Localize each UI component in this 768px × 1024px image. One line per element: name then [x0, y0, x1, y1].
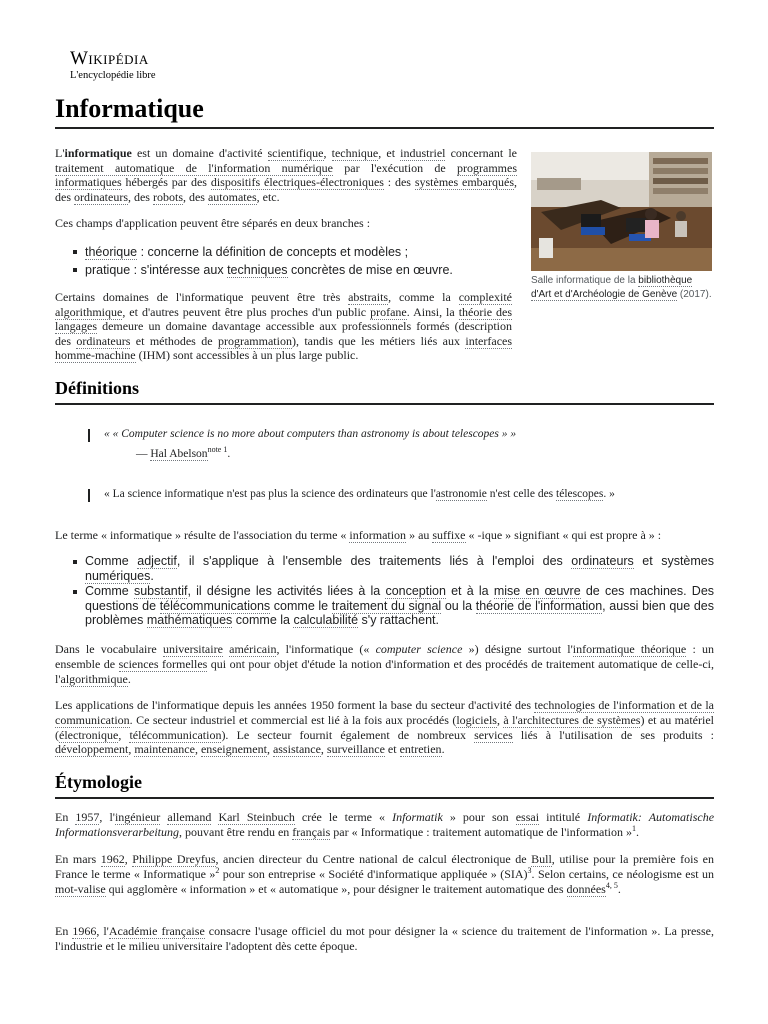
wiki-link[interactable]: services [474, 727, 513, 742]
wiki-link[interactable]: américain [229, 642, 277, 656]
wiki-link[interactable]: entretien [399, 742, 442, 757]
text-run: . Ce secteur industriel et commercial est lié à la fois aux procédés ( [129, 712, 457, 727]
text-run: ), tandis que les métiers liés aux [291, 333, 466, 348]
text-run: Certains domaines de l'informatique peuvent être très [55, 290, 349, 304]
wiki-link[interactable]: robots [152, 189, 183, 204]
italic-text: computer science [375, 642, 463, 656]
wiki-link[interactable]: Karl Steinbuch [218, 810, 295, 824]
text-run: , aussi bien que des problèmes [85, 598, 714, 627]
text-run: Le terme « informatique » résulte de l'association du terme « [55, 528, 350, 542]
etymology-paragraph-1 [55, 810, 714, 840]
text-run: . Selon certains, ce néologisme est un [531, 866, 714, 881]
text-run: , des [182, 189, 208, 204]
text-run: , [194, 742, 201, 757]
wiki-link[interactable]: suffixe [432, 528, 466, 542]
text-run: , l'informatique (« [276, 642, 376, 656]
wiki-link[interactable]: substantif [133, 584, 188, 598]
definitions-paragraph-3 [55, 698, 714, 757]
text-run: , [496, 712, 504, 727]
text-run: , [118, 727, 130, 742]
wiki-link[interactable]: théorie de l'information [475, 598, 603, 613]
reference-link[interactable]: 4, 5 [605, 880, 618, 890]
wiki-link[interactable]: maintenance [134, 742, 195, 757]
intro-paragraph-2: Ces champs d'application peuvent être séparés en deux branches : [55, 216, 371, 230]
text-run: par l'exécution de [332, 160, 458, 175]
wiki-link[interactable]: Académie française [108, 924, 205, 938]
italic-text: Informatik [392, 810, 443, 824]
wiki-link[interactable]: numériques [85, 568, 151, 583]
text-run: . [636, 824, 640, 839]
text-run: , des [127, 189, 153, 204]
wiki-link[interactable]: calculabilité [293, 613, 359, 627]
list-item [55, 554, 714, 583]
wiki-link[interactable]: techniques [227, 263, 288, 277]
wiki-link[interactable]: abstraits [348, 290, 389, 304]
wiki-link[interactable]: ingénieur [114, 810, 161, 824]
etymology-paragraph-2 [55, 852, 714, 896]
text-run: ou la [441, 598, 476, 613]
text-run: « La science informatique n'est pas plus la science des ordinateurs que l' [104, 488, 436, 500]
text-run: . [150, 568, 154, 583]
wiki-link[interactable]: à l'architectures de systèmes [503, 712, 641, 727]
text-run: qui ont pour objet d'étude la notion d'information et des procédés de traitement automatique de celle-ci, l' [55, 656, 714, 686]
text-run: hébergés par des [121, 175, 211, 190]
quote-text: « « Computer science is no more about computers than astronomy is about telescopes » » [104, 428, 517, 440]
text-run: . [617, 881, 621, 896]
wiki-link[interactable]: technique [331, 146, 379, 160]
author-link[interactable]: Hal Abelson [150, 447, 208, 460]
wiki-link[interactable]: essai [515, 810, 540, 824]
text-run: , etc. [256, 189, 280, 204]
text-run: et méthodes de [130, 333, 218, 348]
text-run: comme le [270, 598, 332, 613]
text-run: et à la [445, 584, 494, 598]
reference-link[interactable]: 3 [527, 865, 532, 875]
reference-link[interactable]: 2 [215, 865, 220, 875]
text-run: , il désigne les activités liées à la [187, 584, 386, 598]
text-run: s'y rattachent. [358, 613, 439, 627]
text-run: consacre l'usage officiel du mot pour désigner la « science du traitement de l'information ». La presse, l'industrie et le milieu universitaire l'adoptent dès cette époque. [55, 924, 714, 953]
text-run: Comme [85, 554, 138, 568]
definitions-list [55, 554, 714, 629]
text-run: : concerne la définition de concepts et modèles ; [137, 245, 409, 259]
text-run: ). Le secteur fournit également de nombreux [221, 727, 475, 742]
text-run: concrètes de mise en œuvre. [287, 263, 453, 277]
text-run: : des [383, 175, 415, 190]
text-run: : un ensemble de [55, 642, 715, 671]
wiki-link[interactable]: développement [55, 742, 129, 757]
text-run: (IHM) sont accessibles à un plus large public. [135, 348, 359, 363]
text-run: par « Informatique : traitement automatique de l'information » [330, 824, 633, 839]
wiki-link[interactable]: théorie des langages [55, 304, 512, 334]
text-run: , pouvant être rendu en [179, 824, 293, 839]
note-ref[interactable]: note 1 [207, 444, 228, 454]
wiki-link[interactable]: astronomie [435, 488, 487, 500]
wiki-link[interactable]: enseignement [200, 742, 267, 757]
text-run: , [266, 742, 273, 757]
text-run: de ces machines. Des questions de [85, 584, 715, 613]
wiki-link[interactable]: 1966 [72, 924, 97, 938]
text-run: , ancien directeur du Centre national de calcul électronique de [215, 852, 532, 866]
wiki-link[interactable]: traitement automatique de l'information numérique [55, 160, 333, 175]
quote-abelson [88, 428, 714, 462]
page-title: Informatique [55, 93, 714, 129]
wiki-link[interactable]: théorique [85, 245, 138, 259]
wiki-link[interactable]: scientifique [267, 146, 324, 160]
text-run: liés à l'utilisation de ses produits : [512, 727, 714, 742]
wiki-link[interactable]: programmation [217, 333, 292, 348]
text-run: , [320, 742, 327, 757]
wiki-link[interactable]: logiciels [456, 712, 497, 727]
wiki-link[interactable]: automates [207, 189, 257, 204]
wiki-link[interactable]: mot-valise [55, 881, 106, 896]
wiki-link[interactable]: ordinateurs [571, 554, 634, 568]
wiki-link[interactable]: ordinateurs [76, 333, 131, 348]
wiki-link[interactable]: complexité algorithmique [55, 290, 513, 319]
intro-paragraph-3 [55, 290, 512, 363]
wiki-link[interactable]: électronique [59, 727, 119, 742]
text-run: , comme la [388, 290, 459, 304]
text-run: « -ique » signifiant « qui est propre à » : [465, 528, 662, 542]
quote-attribution: — Hal Abelson$^{note 1}$. [136, 444, 231, 460]
wiki-link[interactable]: sciences formelles [118, 656, 208, 671]
text-run: , [128, 742, 135, 757]
quote-telescopes [88, 488, 714, 502]
figure-thumbnail[interactable] [531, 152, 712, 302]
quote-bar [88, 489, 90, 502]
intro-paragraph-1 [55, 146, 517, 204]
text-run: , et d'autres peuvent être plus proches d'un public [122, 304, 371, 319]
wiki-link[interactable]: mise en œuvre [493, 584, 581, 598]
text-run: concernant le [445, 146, 517, 160]
text-run: , il s'applique à l'ensemble des traitements liés à l'emploi des [176, 554, 572, 568]
text-run: et [384, 742, 400, 757]
wiki-link[interactable]: interfaces homme-machine [55, 333, 513, 363]
text-run: L' [55, 146, 65, 160]
wiki-link[interactable]: mathématiques [146, 613, 233, 627]
text-run: » au [406, 528, 433, 542]
computer-room-photo[interactable] [531, 152, 712, 271]
text-run: demeure un domaine davantage accessible aux professionnels formés (description des [55, 319, 512, 348]
logo-subtitle: L'encyclopédie libre [70, 70, 156, 81]
text-run: , [124, 852, 133, 866]
wiki-link[interactable]: technologies de l'information et de la communication [55, 698, 714, 727]
text-run: ») désigne surtout l' [462, 642, 573, 656]
wiki-link[interactable]: 1962 [100, 852, 125, 866]
bold-term: informatique [64, 146, 132, 160]
text-run: , [323, 146, 332, 160]
wiki-link[interactable]: universitaire [162, 642, 223, 656]
text-run: , des [55, 175, 518, 204]
text-run: . [441, 742, 445, 757]
wiki-link[interactable]: télescopes [556, 488, 604, 500]
wikipedia-logo[interactable] [70, 49, 156, 83]
text-run: Dans le vocabulaire [55, 642, 163, 656]
wiki-link[interactable]: allemand [167, 810, 212, 824]
wiki-link[interactable]: Bull [531, 852, 552, 866]
quote-bar [88, 429, 90, 442]
logo-title: Wikipédia [70, 48, 149, 69]
text-run: Comme [85, 584, 134, 598]
text-run: . » [603, 488, 615, 500]
text-run: En mars [55, 852, 101, 866]
wiki-link[interactable]: adjectif [137, 554, 177, 568]
text-run: En [55, 924, 73, 938]
reference-link[interactable]: 1 [632, 823, 637, 833]
wiki-link[interactable]: 1957 [75, 810, 100, 824]
text-run: , l' [99, 810, 115, 824]
definitions-paragraph-1 [55, 528, 714, 542]
wiki-link[interactable]: français [292, 824, 331, 839]
wiki-link[interactable]: dispositifs électriques-électroniques [210, 175, 384, 190]
heading-etymology: Étymologie [55, 772, 714, 799]
wiki-link[interactable]: ordinateurs [74, 189, 128, 204]
wiki-link[interactable]: algorithmique [60, 671, 128, 686]
text-run: , l' [96, 924, 109, 938]
wiki-link[interactable]: données [566, 881, 606, 896]
text-run: qui agglomère « information » et « automatique », pour désigner le traitement automatique des [105, 881, 567, 896]
text-run: En [55, 810, 76, 824]
wiki-link[interactable]: télécommunications [159, 598, 271, 613]
list-item [55, 262, 517, 279]
wiki-link[interactable]: assistance [272, 742, 321, 757]
text-run: Les applications de l'informatique depuis les années 1950 forment la base du secteur d'activité des [55, 698, 535, 712]
wiki-link[interactable]: Philippe Dreyfus [132, 852, 216, 866]
list-item [55, 584, 714, 628]
text-run: » pour son [442, 810, 516, 824]
wiki-link[interactable]: industriel [400, 146, 446, 160]
text-run: crée le terme « [294, 810, 393, 824]
wiki-link[interactable]: systèmes embarqués [414, 175, 515, 190]
intro-list [55, 244, 517, 280]
text-run: comme la [232, 613, 294, 627]
text-run: et systèmes [633, 554, 714, 568]
wiki-link[interactable]: conception [385, 584, 446, 598]
text-run: , utilise pour la première fois en France le terme « Informatique » [55, 852, 715, 881]
text-run: ) et au matériel ( [55, 712, 714, 742]
heading-definitions: Définitions [55, 378, 714, 405]
etymology-paragraph-3 [55, 924, 714, 954]
text-run: n'est celle des [486, 488, 557, 500]
wiki-link[interactable]: informatique théorique [572, 642, 687, 656]
list-item [55, 244, 517, 261]
wiki-link[interactable]: profane [370, 304, 407, 319]
caption-link[interactable]: bibliothèque d'Art et d'Archéologie de Genève [531, 275, 693, 300]
text-run: pour son entreprise « Société d'informatique appliquée » (SIA) [219, 866, 528, 881]
wiki-link[interactable]: traitement du signal [331, 598, 442, 613]
wiki-link[interactable]: information [349, 528, 407, 542]
text-run: pratique : s'intéresse aux [85, 263, 228, 277]
wiki-link[interactable]: télécommunication [129, 727, 222, 742]
text-run: . [127, 671, 131, 686]
wiki-link[interactable]: surveillance [326, 742, 385, 757]
italic-text: Informatik: Automatische Informationsverarbeitung [55, 810, 715, 839]
text-run: intitulé [539, 810, 588, 824]
wiki-link[interactable]: programmes informatiques [55, 160, 517, 190]
figure-caption: Salle informatique de la bibliothèque d'Art et d'Archéologie de Genève (2017). [531, 275, 712, 300]
text-run: . Ainsi, la [406, 304, 459, 319]
text-run: , et [378, 146, 401, 160]
definitions-paragraph-2 [55, 642, 714, 686]
text-run: est un domaine d'activité [131, 146, 268, 160]
